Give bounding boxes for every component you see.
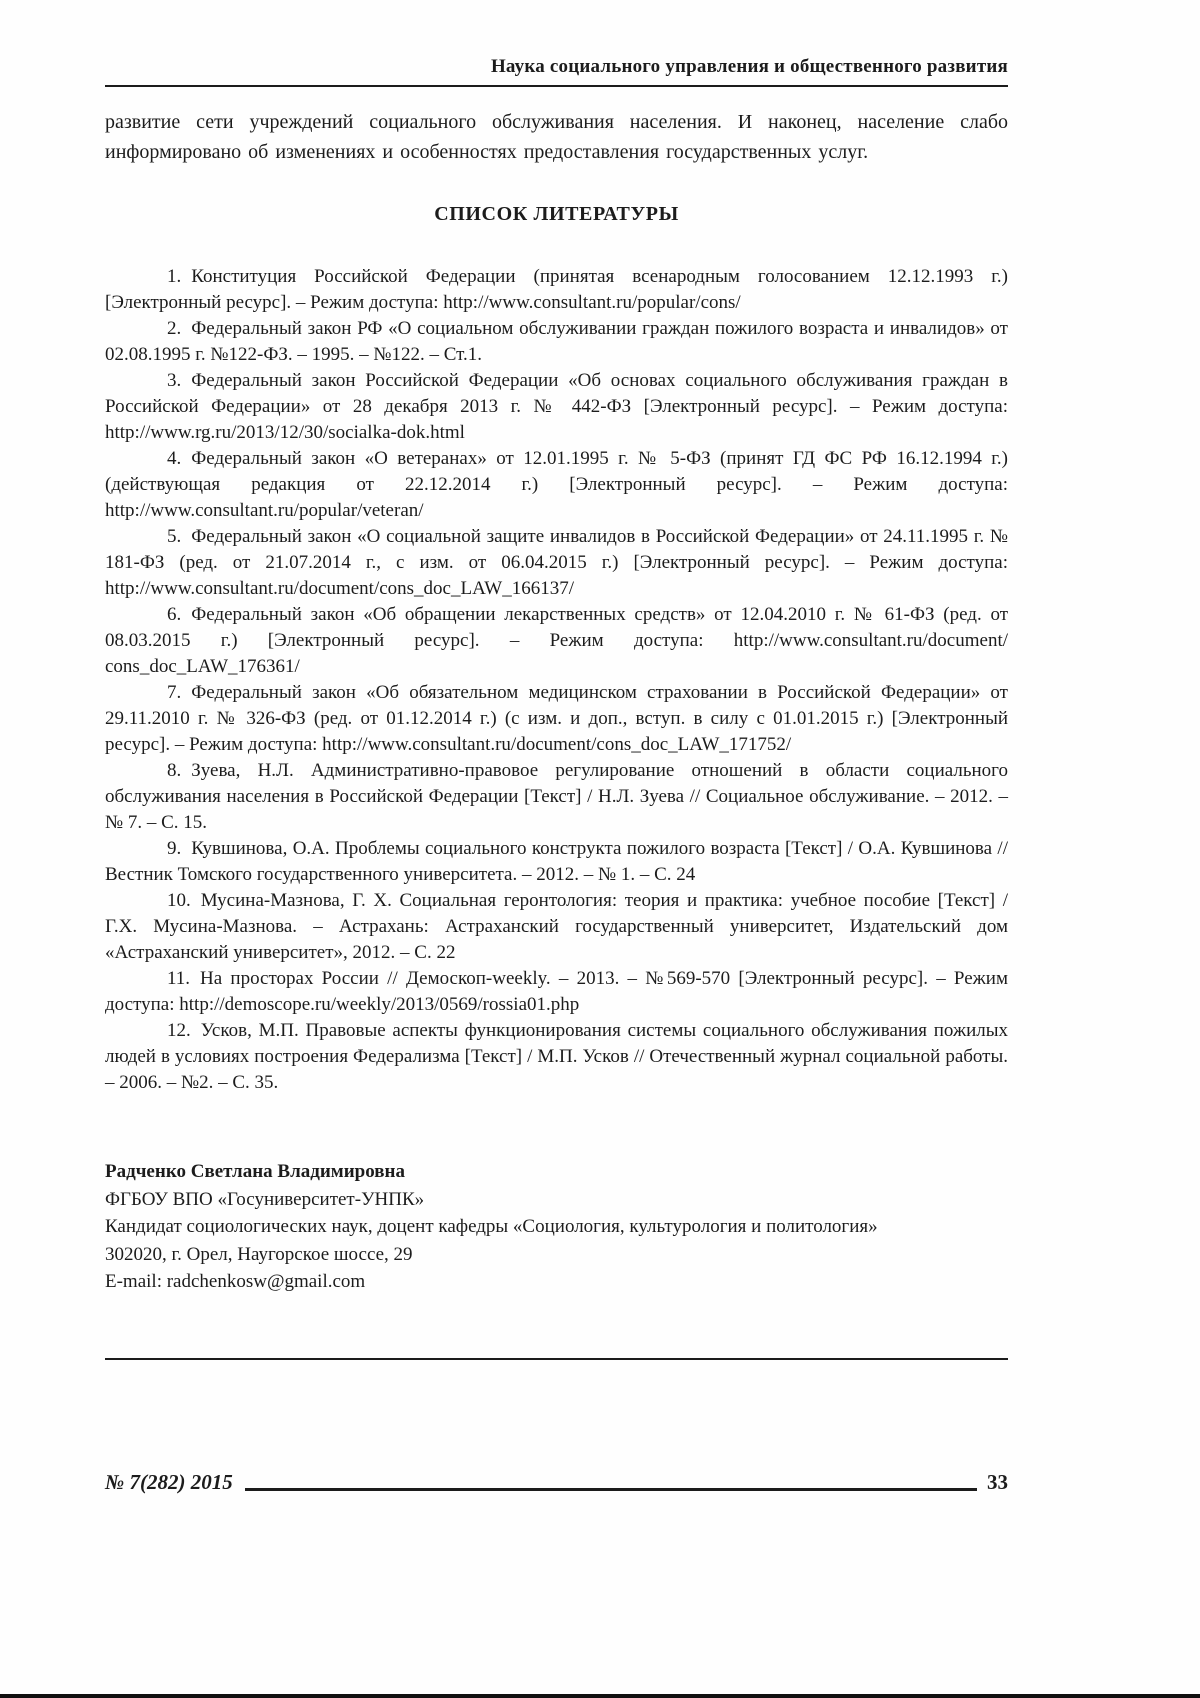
reference-text: Усков, М.П. Правовые аспекты функционирования системы социального обслуживания пожилых людей в условиях построения Федерализма [Текст] / М.П. Усков // Отечественный журнал социальной работы. – 2006. – №2. – С. 35.: [105, 1020, 1008, 1093]
reference-text: Федеральный закон «О ветеранах» от 12.01.1995 г. № 5-ФЗ (принят ГД ФС РФ 16.12.1994 г.) (действующая редакция от 22.12.2014 г.) [Электронный ресурс]. – Режим доступа: http://www.consultant.ru/popular/veteran/: [105, 448, 1008, 521]
reference-number: 5.: [167, 526, 182, 547]
footer-issue-label: № 7(282) 2015: [105, 1470, 233, 1494]
author-block: [105, 1158, 1008, 1296]
reference-number: 4.: [167, 448, 182, 469]
author-email: E-mail: radchenkosw@gmail.com: [105, 1271, 366, 1292]
reference-number: 2.: [167, 318, 182, 339]
reference-item: [105, 316, 1008, 368]
footer-page-number: 33: [987, 1470, 1008, 1494]
reference-item: [105, 966, 1008, 1018]
author-name: Радченко Светлана Владимировна: [105, 1161, 405, 1182]
reference-item: [105, 680, 1008, 758]
reference-item: [105, 446, 1008, 524]
reference-text: Федеральный закон РФ «О социальном обслуживании граждан пожилого возраста и инвалидов» от 02.08.1995 г. №122-ФЗ. – 1995. – №122. – Ст.1.: [105, 318, 1008, 365]
references-list: [105, 264, 1008, 1096]
reference-number: 7.: [167, 682, 182, 703]
reference-item: [105, 602, 1008, 680]
author-position: Кандидат социологических наук, доцент кафедры «Социология, культурология и политология»: [105, 1216, 878, 1237]
reference-item: [105, 758, 1008, 836]
reference-number: 3.: [167, 370, 182, 391]
reference-item: [105, 368, 1008, 446]
footer-rule: [245, 1488, 977, 1491]
reference-item: [105, 836, 1008, 888]
reference-text: На просторах России // Демоскоп-weekly. – 2013. – №569-570 [Электронный ресурс]. – Режим доступа: http://demoscope.ru/weekly/2013/0569/rossia01.php: [105, 968, 1008, 1015]
reference-number: 12.: [167, 1020, 191, 1041]
reference-text: Мусина-Мазнова, Г. Х. Социальная геронтология: теория и практика: учебное пособие [Текст] / Г.Х. Мусина-Мазнова. – Астрахань: Астраханский государственный университет, Издательский дом «Астраханский университет», 2012. – С. 22: [105, 890, 1008, 963]
reference-number: 10.: [167, 890, 191, 911]
journal-header: [105, 0, 1008, 87]
page-footer: [105, 1470, 1008, 1495]
reference-number: 9.: [167, 838, 182, 859]
page-bottom-edge: [0, 1694, 1200, 1698]
reference-number: 1.: [167, 266, 182, 287]
reference-text: Федеральный закон «Об обращении лекарственных средств» от 12.04.2010 г. № 61-ФЗ (ред. от 08.03.2015 г.) [Электронный ресурс]. – Режим доступа: http://www.consultant.ru/document/ cons_doc_LAW_176361/: [105, 604, 1008, 677]
reference-item: [105, 888, 1008, 966]
bottom-divider: [105, 1358, 1008, 1360]
reference-text: Конституция Российской Федерации (принятая всенародным голосованием 12.12.1993 г.) [Электронный ресурс]. – Режим доступа: http://www.consultant.ru/popular/cons/: [105, 266, 1008, 313]
reference-text: Зуева, Н.Л. Административно-правовое регулирование отношений в области социального обслуживания населения в Российской Федерации [Текст] / Н.Л. Зуева // Социальное обслуживание. – 2012. – № 7. – С. 15.: [105, 760, 1008, 833]
reference-text: Федеральный закон «О социальной защите инвалидов в Российской Федерации» от 24.11.1995 г. № 181-ФЗ (ред. от 21.07.2014 г., с изм. от 06.04.2015 г.) [Электронный ресурс]. – Режим доступа: http://www.consultant.ru/document/cons_doc_LAW_166137/: [105, 526, 1008, 599]
reference-number: 11.: [167, 968, 191, 989]
reference-text: Федеральный закон «Об обязательном медицинском страховании в Российской Федерации» от 29.11.2010 г. № 326-ФЗ (ред. от 01.12.2014 г.) (с изм. и доп., вступ. в силу с 01.01.2015 г.) [Электронный ресурс]. – Режим доступа: http://www.consultant.ru/document/cons_doc_LAW_171752/: [105, 682, 1008, 755]
reference-number: 6.: [167, 604, 182, 625]
reference-text: Кувшинова, О.А. Проблемы социального конструкта пожилого возраста [Текст] / О.А. Кувшинова // Вестник Томского государственного университета. – 2012. – № 1. – С. 24: [105, 838, 1008, 885]
intro-paragraph: развитие сети учреждений социального обслуживания населения. И наконец, население слабо информировано об изменениях и особенностях предоставления государственных услуг.: [105, 111, 1008, 163]
section-title: СПИСОК ЛИТЕРАТУРЫ: [434, 203, 679, 225]
reference-item: [105, 264, 1008, 316]
reference-item: [105, 524, 1008, 602]
reference-item: [105, 1018, 1008, 1096]
reference-text: Федеральный закон Российской Федерации «Об основах социального обслуживания граждан в Российской Федерации» от 28 декабря 2013 г. № 442-ФЗ [Электронный ресурс]. – Режим доступа: http://www.rg.ru/2013/12/30/socialka-dok.html: [105, 370, 1008, 443]
page-content: [105, 0, 1008, 1360]
author-affiliation: ФГБОУ ВПО «Госуниверситет-УНПК»: [105, 1188, 425, 1210]
journal-title: Наука социального управления и общественного развития: [490, 56, 1008, 77]
reference-number: 8.: [167, 760, 182, 781]
author-address: 302020, г. Орел, Наугорское шоссе, 29: [105, 1243, 413, 1265]
